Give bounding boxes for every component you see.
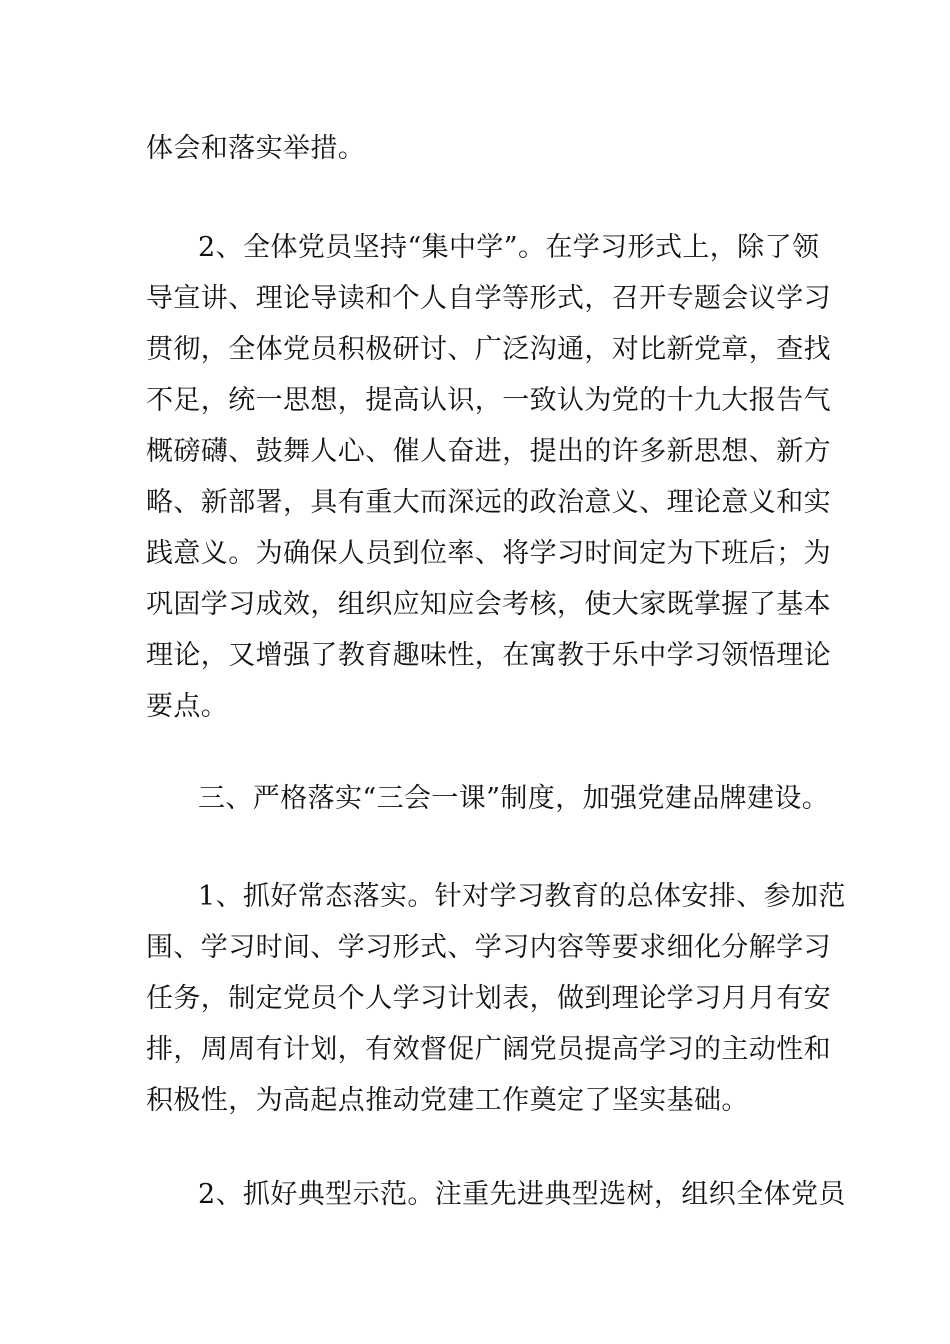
text-line: 贯彻，全体党员积极研讨、广泛沟通，对比新党章，查找 xyxy=(146,334,831,365)
text-line: 积极性，为高起点推动党建工作奠定了坚实基础。 xyxy=(146,1085,749,1116)
text-line: 排，周周有计划，有效督促广阔党员提高学习的主动性和 xyxy=(146,1034,831,1065)
text-line: 围、学习时间、学习形式、学习内容等要求细化分解学习 xyxy=(146,932,831,963)
text-line: 任务，制定党员个人学习计划表，做到理论学习月月有安 xyxy=(146,983,831,1014)
text-line: 2、全体党员坚持“集中学”。在学习形式上，除了领 xyxy=(198,232,820,263)
text-line: 体会和落实举措。 xyxy=(146,133,366,164)
section-heading: 三、严格落实“三会一课”制度，加强党建品牌建设。 xyxy=(198,783,830,814)
text-line: 概磅礴、鼓舞人心、催人奋进，提出的许多新思想、新方 xyxy=(146,436,831,467)
text-line: 2、抓好典型示范。注重先进典型选树，组织全体党员 xyxy=(198,1179,846,1210)
text-line: 巩固学习成效，组织应知应会考核，使大家既掌握了基本 xyxy=(146,589,831,620)
text-line: 略、新部署，具有重大而深远的政治意义、理论意义和实 xyxy=(146,487,831,518)
text-line: 要点。 xyxy=(146,691,229,722)
text-line: 践意义。为确保人员到位率、将学习时间定为下班后；为 xyxy=(146,538,831,569)
text-line: 导宣讲、理论导读和个人自学等形式，召开专题会议学习 xyxy=(146,283,831,314)
text-line: 1、抓好常态落实。针对学习教育的总体安排、参加范 xyxy=(198,881,846,912)
text-line: 理论，又增强了教育趣味性，在寓教于乐中学习领悟理论 xyxy=(146,640,831,671)
text-line: 不足，统一思想，提高认识，一致认为党的十九大报告气 xyxy=(146,385,831,416)
